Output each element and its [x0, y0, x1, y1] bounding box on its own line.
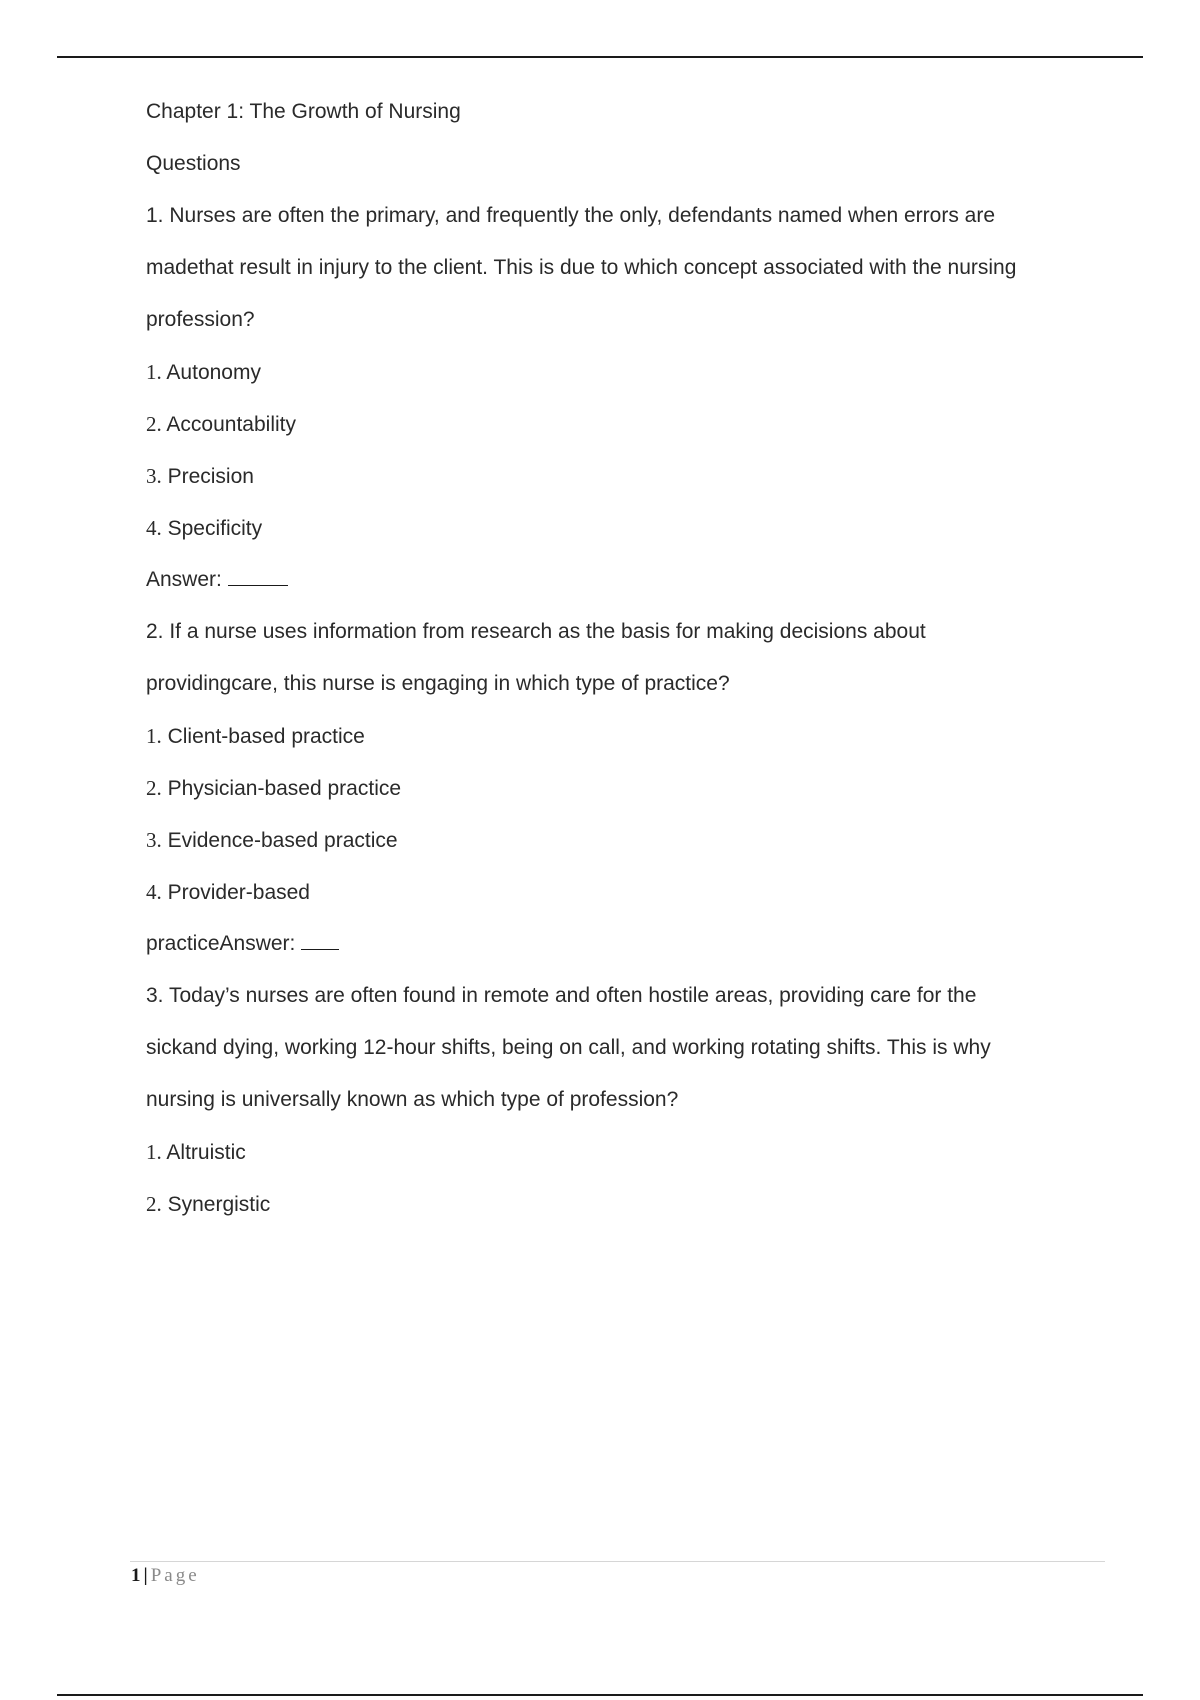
- option-number: 2.: [146, 412, 162, 436]
- page-separator: |: [143, 1565, 148, 1586]
- answer-option: [146, 346, 1086, 398]
- option-text: Physician-based practice: [161, 777, 402, 800]
- question-3: [146, 970, 1086, 1230]
- answer-line: [146, 918, 1086, 970]
- option-text: Altruistic: [161, 1141, 246, 1164]
- option-text: Specificity: [161, 517, 263, 540]
- question-text-line: 2. If a nurse uses information from research as the basis for making decisions about: [146, 620, 926, 643]
- bottom-rule: [57, 1694, 1143, 1696]
- question-text-line: madethat result in injury to the client. This is due to which concept associated with the nursing: [146, 256, 1017, 279]
- question-1: [146, 190, 1086, 606]
- question-text-line: profession?: [146, 308, 255, 331]
- option-number: 3.: [146, 464, 162, 488]
- option-number: 4.: [146, 880, 162, 904]
- option-number: 1.: [146, 1140, 162, 1164]
- option-number: 2.: [146, 1192, 162, 1216]
- chapter-title: Chapter 1: The Growth of Nursing: [146, 100, 461, 123]
- question-2: [146, 606, 1086, 970]
- answer-label: practiceAnswer:: [146, 932, 296, 955]
- answer-option: [146, 1126, 1086, 1178]
- answer-line: [146, 554, 1086, 606]
- answer-option: [146, 1178, 1086, 1230]
- page-number: 1: [131, 1565, 141, 1586]
- answer-option: [146, 398, 1086, 450]
- answer-label: Answer:: [146, 568, 222, 591]
- question-text-line: providingcare, this nurse is engaging in which type of practice?: [146, 672, 730, 695]
- document-body: [146, 86, 1086, 1230]
- option-text: Provider-based: [161, 881, 310, 904]
- answer-blank: [228, 567, 288, 586]
- question-text-line: 3. Today’s nurses are often found in remote and often hostile areas, providing care for the: [146, 984, 977, 1007]
- option-text: Synergistic: [161, 1193, 271, 1216]
- option-number: 1.: [146, 360, 162, 384]
- option-text: Autonomy: [161, 361, 261, 384]
- answer-option: [146, 502, 1086, 554]
- page-footer: [131, 1565, 200, 1587]
- answer-option: [146, 710, 1086, 762]
- option-number: 3.: [146, 828, 162, 852]
- answer-option: [146, 762, 1086, 814]
- answer-option: [146, 866, 1086, 918]
- option-text: Accountability: [161, 413, 296, 436]
- option-text: Client-based practice: [161, 725, 365, 748]
- footer-rule: [130, 1561, 1105, 1562]
- option-number: 1.: [146, 724, 162, 748]
- question-text-line: 1. Nurses are often the primary, and frequently the only, defendants named when errors are: [146, 204, 996, 227]
- answer-option: [146, 814, 1086, 866]
- answer-option: [146, 450, 1086, 502]
- top-rule: [57, 56, 1143, 58]
- question-text-line: sickand dying, working 12-hour shifts, being on call, and working rotating shifts. This is why: [146, 1036, 991, 1059]
- option-number: 4.: [146, 516, 162, 540]
- option-text: Evidence-based practice: [161, 829, 398, 852]
- option-text: Precision: [161, 465, 254, 488]
- option-number: 2.: [146, 776, 162, 800]
- answer-blank: [301, 931, 339, 950]
- page-word: Page: [150, 1565, 200, 1586]
- section-label: Questions: [146, 152, 241, 175]
- question-text-line: nursing is universally known as which type of profession?: [146, 1088, 679, 1111]
